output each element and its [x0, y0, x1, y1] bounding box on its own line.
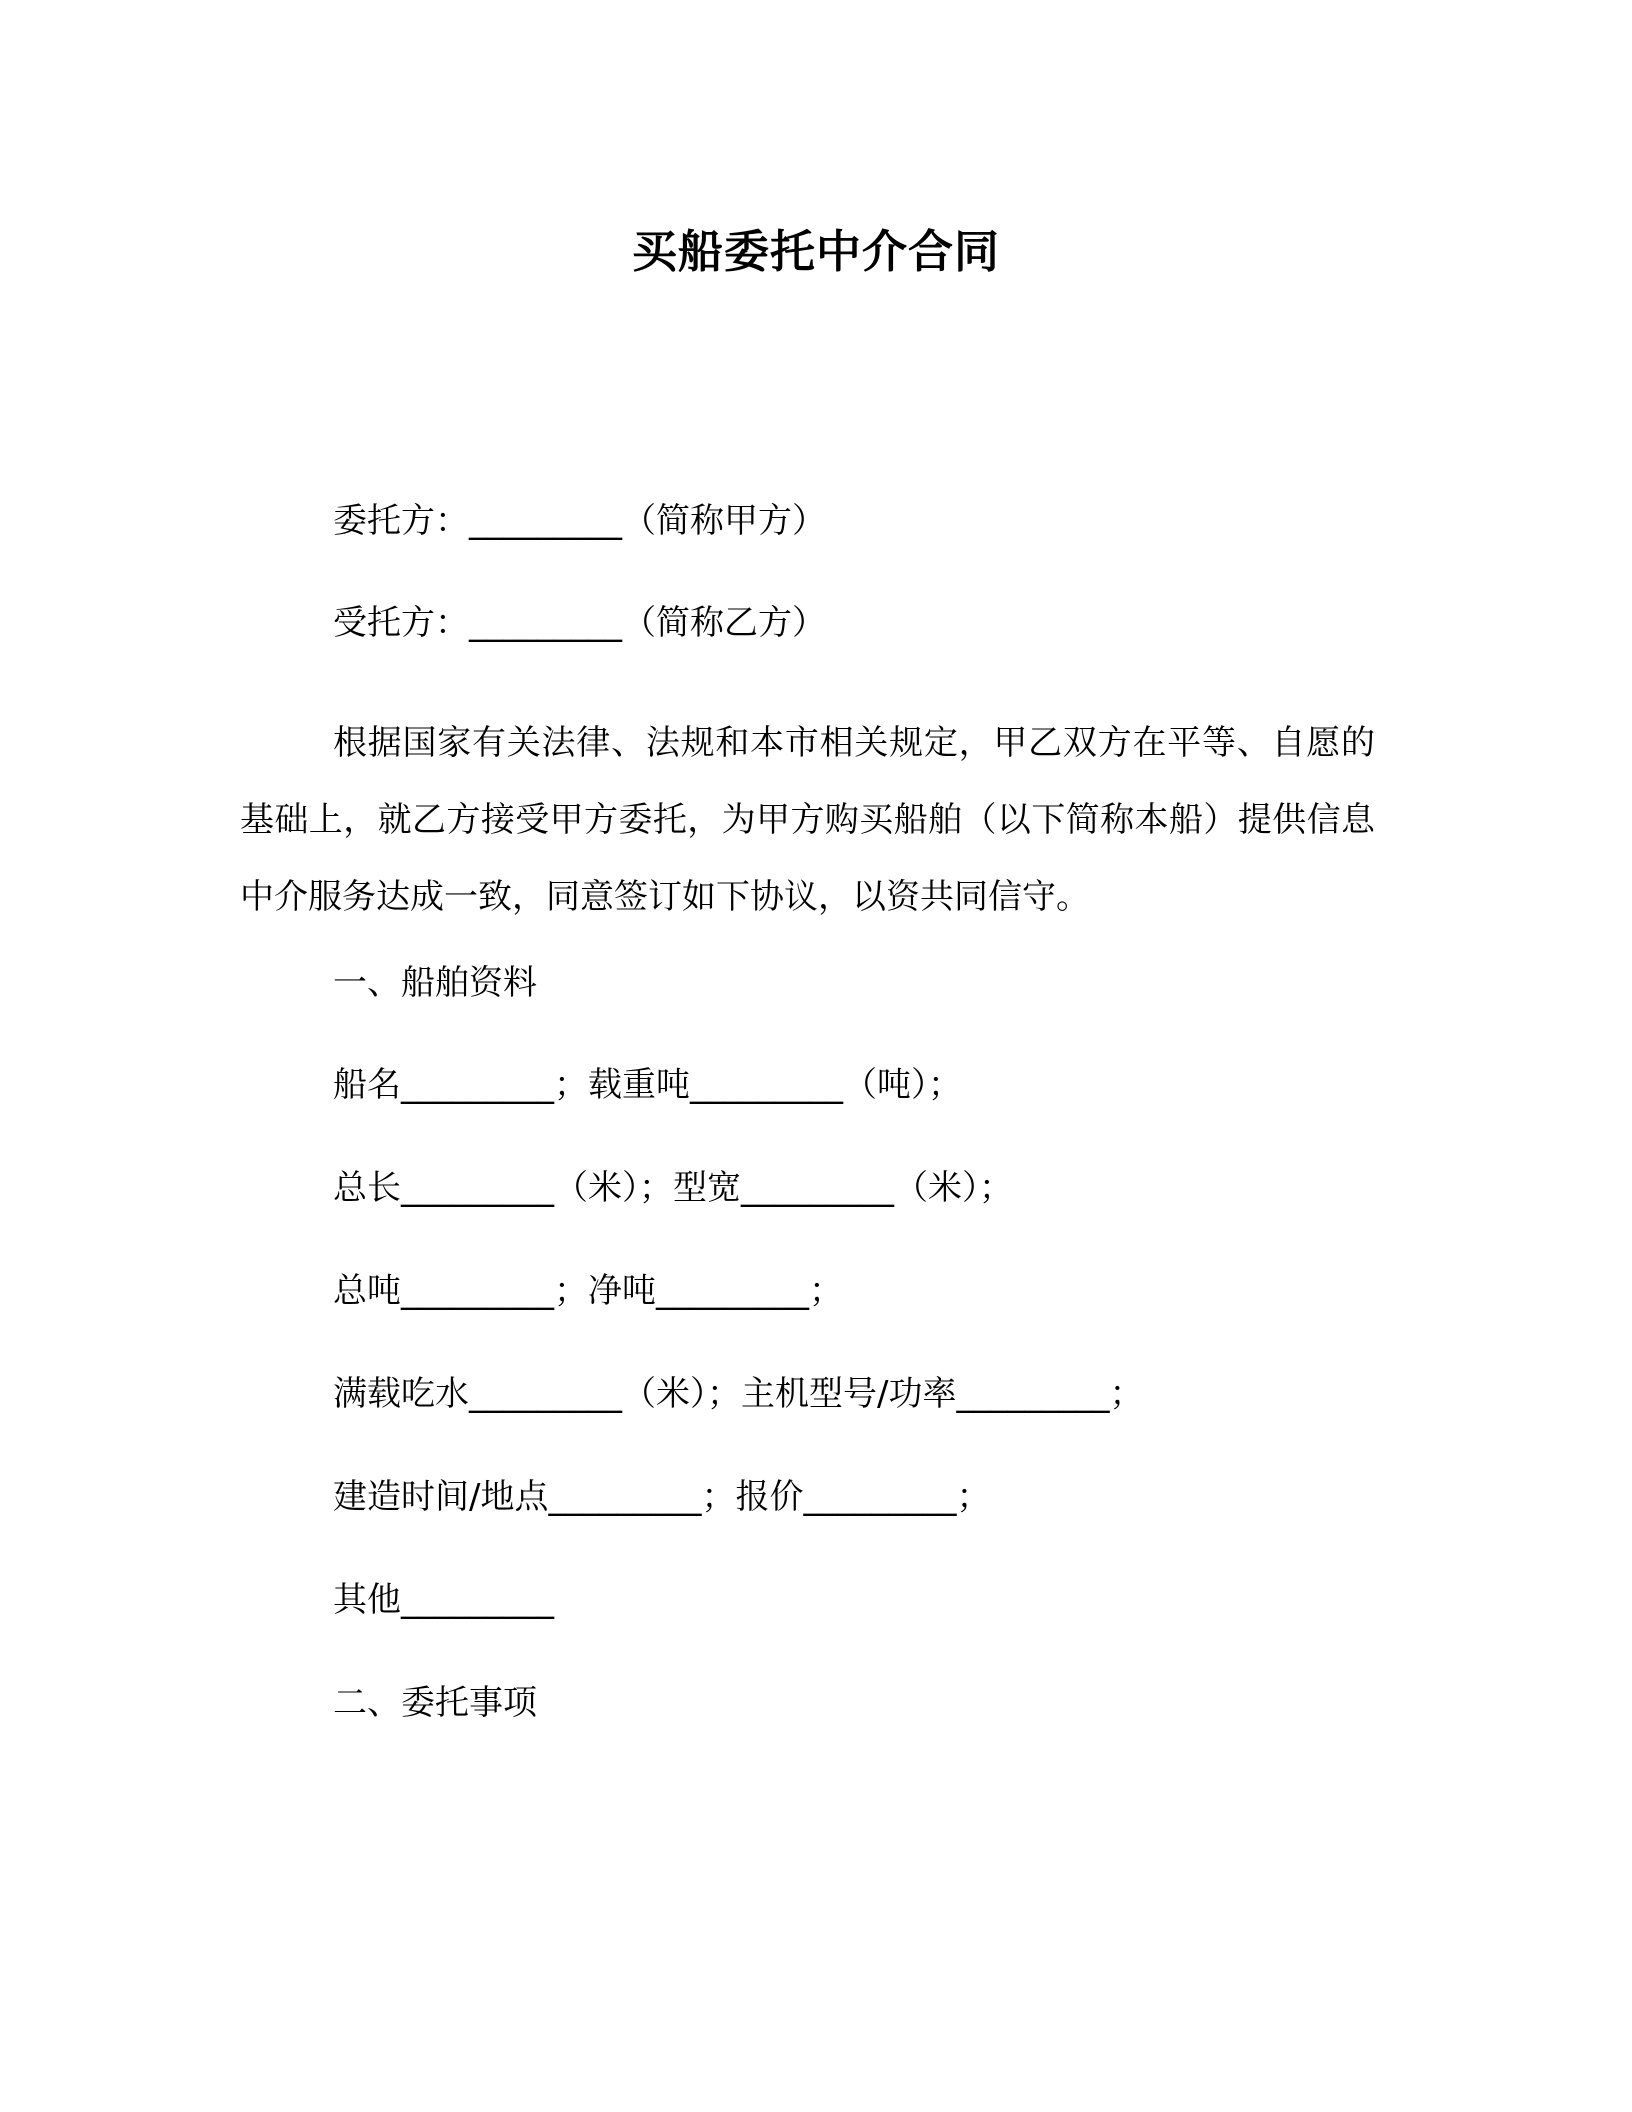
section-2-heading: 二、委托事项 — [333, 1683, 537, 1723]
preamble-paragraph: 根据国家有关法律、法规和本市相关规定，甲乙双方在平等、自愿的基础上，就乙方接受甲方委托，为甲方购买船舶（以下简称本船）提供信息中介服务达成一致，同意签订如下协议，以资共同信守。 — [240, 723, 1375, 917]
agent-party-line: 受托方：_________（简称乙方） — [333, 603, 826, 643]
ship-info-line: 其他_________ — [333, 1580, 554, 1620]
section-1-heading: 一、船舶资料 — [333, 963, 537, 1003]
ship-info-line: 总吨_________；净吨_________； — [333, 1271, 843, 1311]
ship-info-line: 总长_________（米）；型宽_________（米）； — [333, 1168, 1013, 1208]
ship-info-line: 船名_________；载重吨_________（吨）； — [333, 1065, 962, 1105]
ship-info-line: 满载吃水_________（米）；主机型号/功率_________； — [333, 1374, 1144, 1414]
client-party-line: 委托方：_________（简称甲方） — [333, 501, 826, 541]
document-title: 买船委托中介合同 — [631, 225, 1000, 278]
ship-info-line: 建造时间/地点_________；报价_________； — [333, 1477, 991, 1517]
